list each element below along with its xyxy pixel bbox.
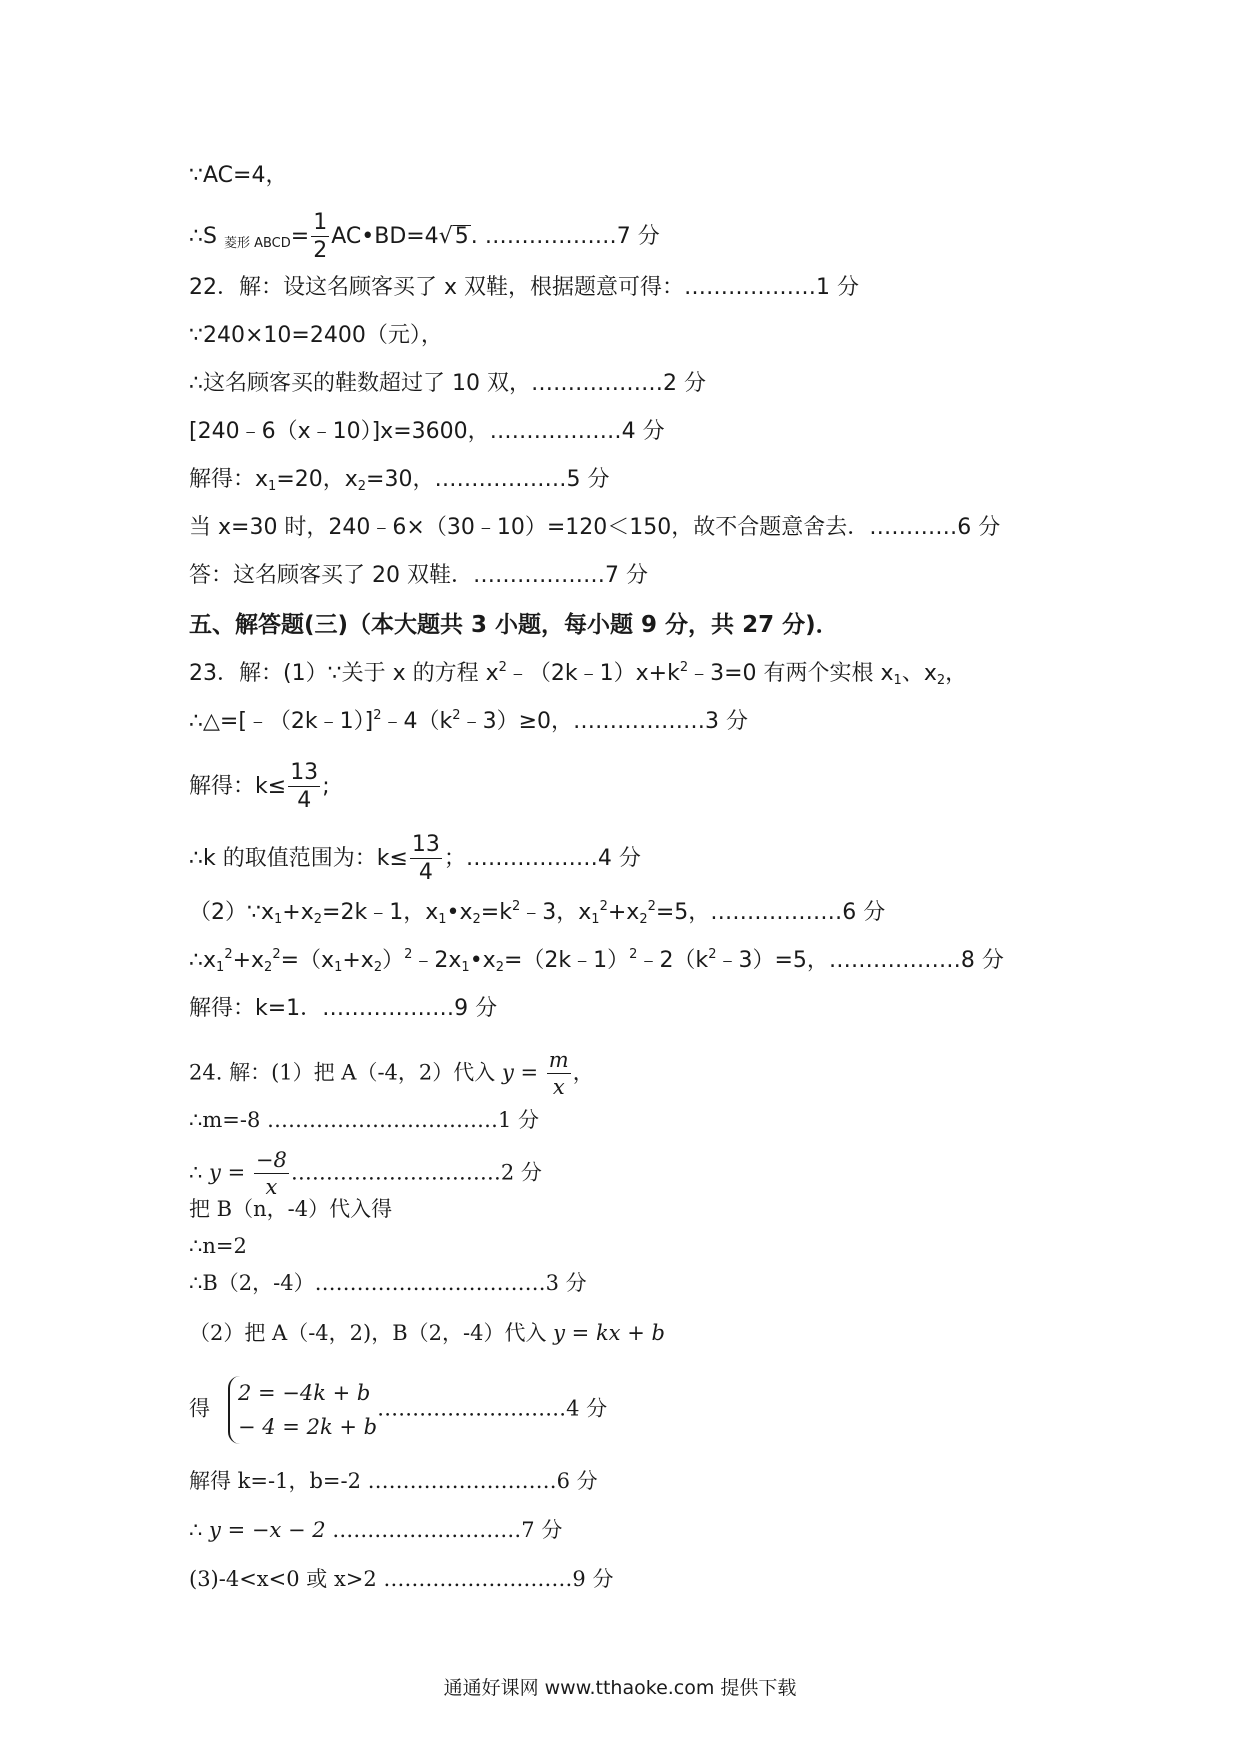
fraction-13-4: $\frac{13}{4}$ (290, 760, 319, 813)
line-q24-5: ∴n=2 (189, 1234, 247, 1258)
line-q22-7: 答：这名顾客买了 20 双鞋．………………7 分 (189, 563, 648, 588)
line-q23: 23．解：(1）∵关于 x 的方程 $x^2﹣(2k﹣1)x+k^2﹣3=0$ 有两个实根 $x_1$、$x_2$， (189, 660, 968, 688)
line-q24-9: ∴ y = −x − 2 ………………………7 分 (189, 1518, 563, 1542)
footer-credit: 通通好课网 www.tthaoke.com 提供下载 (443, 1677, 797, 1699)
line-q23-2: $\therefore\triangle=[﹣(2k﹣1)]^2﹣4(k^2﹣3)\ge 0$，………………3 分 (189, 708, 748, 734)
section-heading: 五、解答题(三)（本大题共 3 小题，每小题 9 分，共 27 分)． (189, 612, 839, 638)
line-q24-2: ∴m=-8 ……………………………1 分 (189, 1108, 540, 1132)
line-q23-5: $(2)\because x_1+x_2=2k﹣1$，$x_1•x_2=k^2﹣3$，$x_1^2+x_2^2=5$，………………6 分 (189, 899, 886, 927)
line-q22-4: [240﹣6（x﹣10）]x=3600，………………4 分 (189, 419, 665, 444)
line-q22: 22．解：设这名顾客买了 x 双鞋，根据题意可得：………………1 分 (189, 275, 859, 300)
line-q24-system: 得 2 = −4k + b − 4 = 2k + b ………………………4 分 (189, 1376, 607, 1444)
line-q24-4: 把 B（n，-4）代入得 (189, 1197, 393, 1221)
line-q24-10: (3)-4<x<0 或 x>2 ………………………9 分 (189, 1567, 614, 1591)
line-q22-3: ∴这名顾客买的鞋数超过了 10 双，………………2 分 (189, 371, 706, 396)
line-q24-7: （2）把 A（-4，2)，B（2，-4）代入 y = kx + b (189, 1321, 665, 1345)
line-q24-8: 解得 k=-1，b=-2 ………………………6 分 (189, 1469, 598, 1493)
line-q24: 24. 解：(1）把 A（-4，2）代入 y = $\frac{m}{x}$ ， (189, 1048, 594, 1099)
fraction-m-x: $\frac{m}{x}$ (548, 1048, 569, 1099)
line-q24-3: ∴ y = $\frac{-8}{x}$ …………………………2 分 (189, 1148, 542, 1199)
line-q22-6: 当 x=30 时，240﹣6×（30﹣10）=120＜150，故不合题意舍去．…………6 分 (189, 515, 1001, 540)
line-q23-3: 解得：k≤ $\frac{13}{4}$ ; (189, 760, 330, 813)
line-q23-4: ∴k 的取值范围为：k≤ $\frac{13}{4}$ ；………………4 分 (189, 832, 641, 885)
equation-system: 2 = −4k + b − 4 = 2k + b (228, 1376, 377, 1444)
sqrt-symbol: √ (438, 224, 453, 249)
line-q23-6: $\therefore x_1^2+x_2^2=(x_1+x_2)^2﹣2x_1•x_2=(2k﹣1)^2﹣2(k^2﹣3)=5$，………………8 分 (189, 947, 1004, 975)
line-q24-6: ∴B（2，-4）……………………………3 分 (189, 1271, 587, 1295)
line-ac: ∵AC=4， (189, 163, 288, 188)
line-q23-7: 解得：k=1．………………9 分 (189, 996, 498, 1021)
line-q22-5: 解得：$x_1=20$，$x_2=30$，………………5 分 (189, 467, 610, 494)
fraction-half: $\frac{1}{2}$ (313, 210, 328, 263)
fraction-neg8-x: $\frac{-8}{x}$ (255, 1148, 287, 1199)
line-area: ∴S $_{菱形 ABCD}$= $\frac{1}{2}$ AC•BD=4√5. ………………7 分 (189, 210, 660, 263)
fraction-13-4b: $\frac{13}{4}$ (411, 832, 440, 885)
line-q22-2: ∵240×10=2400（元）， (189, 323, 443, 348)
